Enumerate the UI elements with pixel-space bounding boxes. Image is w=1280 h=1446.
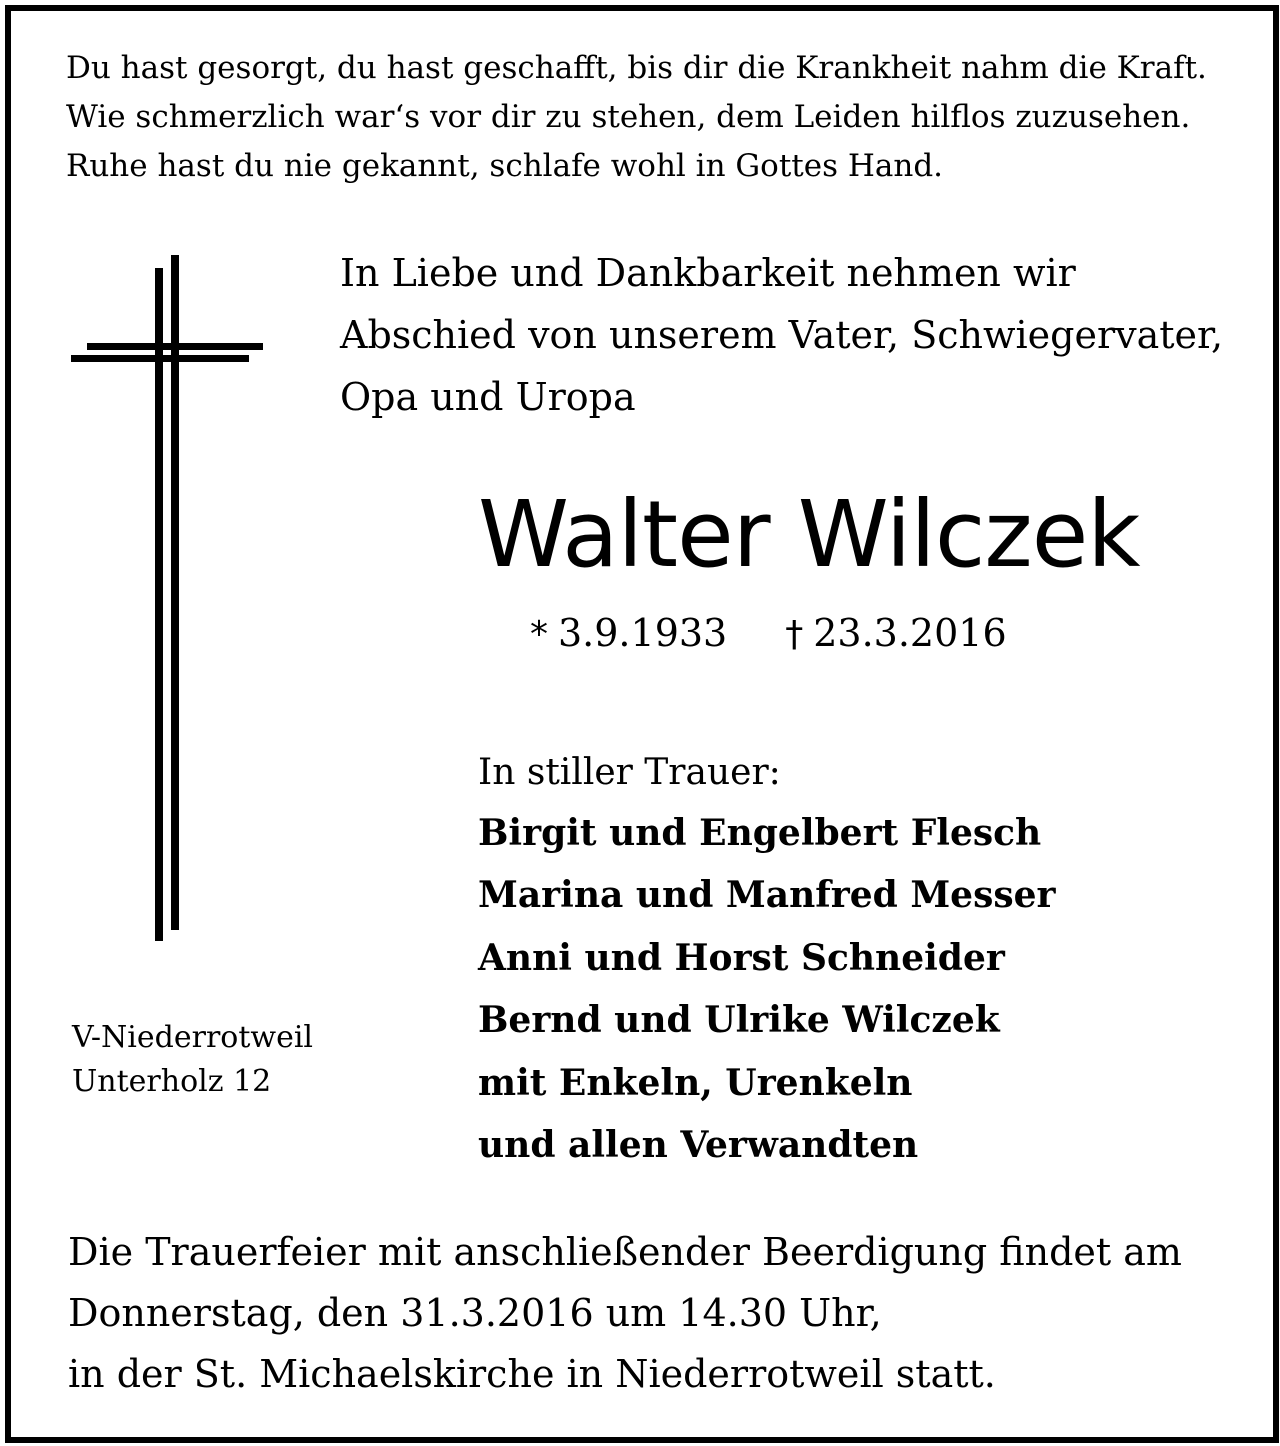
service-line: Donnerstag, den 31.3.2016 um 14.30 Uhr, [68,1291,882,1335]
address-line: V-Niederrotweil [72,1020,314,1055]
birth-date: 3.9.1933 [558,611,728,655]
mourning-title: In stiller Trauer: [478,752,781,793]
intro-line: Opa und Uropa [340,375,636,419]
birth-star-icon: * [530,614,548,655]
address-line: Unterholz 12 [72,1064,272,1099]
death-date: 23.3.2016 [813,611,1007,655]
double-line-cross-icon [0,0,300,960]
deceased-name: Walter Wilczek [478,481,1140,588]
service-announcement [68,1222,1182,1405]
intro-line: Abschied von unserem Vater, Schwiegervater, [340,313,1224,357]
mourner-entry: Anni und Horst Schneider [478,936,1005,979]
mourner-entry: Birgit und Engelbert Flesch [478,812,1042,854]
address [72,1016,313,1104]
mourners-list [478,802,1055,1176]
life-dates [530,606,1007,662]
mourner-entry: Marina und Manfred Messer [478,874,1056,917]
intro-line: In Liebe und Dankbarkeit nehmen wir [340,251,1076,295]
poem-line: Wie schmerzlich war‘s vor dir zu stehen, dem Leiden hilflos zuzusehen. [66,99,1191,135]
poem-line: Du hast gesorgt, du hast geschafft, bis dir die Krankheit nahm die Kraft. [66,50,1207,86]
intro-text [340,242,1223,428]
poem-line: Ruhe hast du nie gekannt, schlafe wohl in Gottes Hand. [66,148,944,184]
mourner-entry: Bernd und Ulrike Wilczek [478,999,1000,1042]
service-line: in der St. Michaelskirche in Niederrotweil statt. [68,1352,996,1396]
death-cross-icon: † [785,614,804,655]
mourner-entry: und allen Verwandten [478,1124,919,1167]
mourner-entry: mit Enkeln, Urenkeln [478,1061,913,1104]
service-line: Die Trauerfeier mit anschließender Beerdigung findet am [68,1230,1182,1274]
